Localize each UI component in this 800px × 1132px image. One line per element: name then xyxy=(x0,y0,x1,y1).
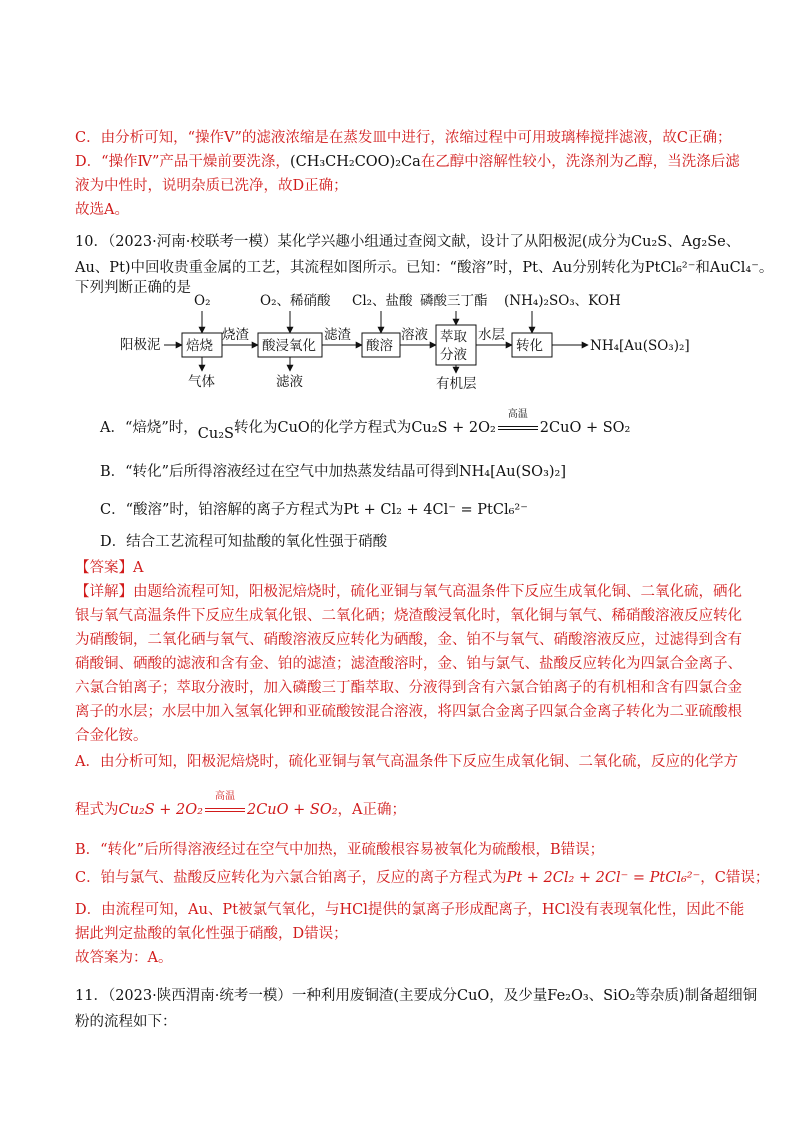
explain-a-line-1: A．由分析可知，阳极泥焙烧时，硫化亚铜与氧气高温条件下反应生成氧化铜、二氧化硫，反应的化学方 xyxy=(75,754,738,770)
box-acid-leach-label: 酸浸氧化 xyxy=(262,338,316,354)
answer-label: 【答案】A xyxy=(75,560,144,576)
detail-line-5: 六氯合铂离子；萃取分液时，加入磷酸三丁酯萃取、分液得到含有六氯合铂离子的有机相和含有四氯合金 xyxy=(75,680,742,696)
explain-d-line-2: 据此判定盐酸的氧化性强于硝酸，D错误； xyxy=(75,926,348,942)
explain-b: B．“转化”后所得溶液经过在空气中加热，亚硫酸根容易被氧化为硫酸根，B错误； xyxy=(75,842,605,858)
option-d[interactable]: D．结合工艺流程可知盐酸的氧化性强于硝酸 xyxy=(100,534,388,550)
explain-d-line-1: D．由流程可知，Au、Pt被氯气氧化，与HCl提供的氯离子形成配离子，HCl没有表现氧化性，因此不能 xyxy=(75,902,745,918)
option-d-explanation-line2: 液为中性时，说明杂质已洗净，故D正确； xyxy=(75,178,348,194)
detail-line-1: 【详解】由题给流程可知，阳极泥焙烧时，硫化亚铜与氧气高温条件下反应生成氧化铜、二氧化硫，硒化 xyxy=(75,584,742,600)
flow-start-label: 阳极泥 xyxy=(120,337,161,353)
question-11-stem-2: 粉的流程如下： xyxy=(75,1014,177,1030)
box-extraction-label-1: 萃取 xyxy=(440,329,467,345)
box-acid-dissolve-label: 酸溶 xyxy=(366,338,393,354)
explain-a-line-2: 程式为Cu₂S + 2O₂ 高温 2CuO + SO₂，A正确； xyxy=(75,791,407,818)
formula: (CH₃CH₂COO)₂Ca xyxy=(289,154,421,170)
input-label-2: O₂、稀硝酸 xyxy=(260,293,331,309)
input-label-3: Cl₂、盐酸 xyxy=(352,293,413,309)
option-a[interactable]: A．“焙烧”时，Cu₂S转化为CuO的化学方程式为Cu₂S + 2O₂ 高温 2CuO + SO₂ xyxy=(100,409,631,442)
box-extraction-label-2: 分液 xyxy=(440,347,467,363)
stream-label-4: 水层 xyxy=(478,327,505,343)
flow-product-label: NH₄[Au(SO₃)₂] xyxy=(590,338,690,354)
question-10-stem-1: 10．（2023·河南·校联考一模）某化学兴趣小组通过查阅文献，设计了从阳极泥(成分为Cu₂S、Ag₂Se、 xyxy=(75,234,741,250)
detail-line-3: 为硝酸铜，二氧化硒与氧气、硝酸溶液反应转化为硒酸，金、铂不与氧气、硝酸溶液反应，过滤得到含有 xyxy=(75,632,742,648)
stream-label-1: 烧渣 xyxy=(222,327,249,343)
output-label-3: 有机层 xyxy=(436,376,477,392)
option-b[interactable]: B．“转化”后所得溶液经过在空气中加热蒸发结晶可得到NH₄[Au(SO₃)₂] xyxy=(100,464,567,480)
question-10-stem-3: 下列判断正确的是 xyxy=(75,280,191,296)
box-conversion-label: 转化 xyxy=(516,338,543,354)
option-c-explanation: C．由分析可知，“操作Ⅴ”的滤液浓缩是在蒸发皿中进行，浓缩过程中可用玻璃棒搅拌滤液，故C正确； xyxy=(75,130,732,146)
conclusion: 故选A。 xyxy=(75,202,129,218)
input-label-1: O₂ xyxy=(194,293,211,309)
detail-line-2: 银与氧气高温条件下反应生成氧化银、二氧化硒；烧渣酸浸氧化时，氧化铜与氧气、稀硝酸溶液反应转化 xyxy=(75,608,742,624)
stream-label-2: 滤渣 xyxy=(324,327,351,343)
detail-line-4: 硝酸铜、硒酸的滤液和含有金、铂的滤渣；滤渣酸溶时，金、铂与氯气、盐酸反应转化为四氯合金离子、 xyxy=(75,656,742,672)
option-d-explanation-line1: D．“操作Ⅳ”产品干燥前要洗涤，(CH₃CH₂COO)₂Ca在乙醇中溶解性较小，洗涤剂为乙醇，当洗涤后滤 xyxy=(75,154,740,170)
output-label-1: 气体 xyxy=(188,374,215,390)
detail-line-7: 合金化铵。 xyxy=(75,728,148,744)
process-flow-diagram xyxy=(118,293,718,393)
detail-line-6: 离子的水层；水层中加入氢氧化钾和亚硫酸铵混合溶液，将四氯合金离子四氯合金离子转化为二亚硫酸根 xyxy=(75,704,742,720)
final-answer: 故答案为：A。 xyxy=(75,950,173,966)
output-label-2: 滤液 xyxy=(276,374,303,390)
question-11-stem-1: 11．（2023·陕西渭南·统考一模）一种利用废铜渣(主要成分CuO，及少量Fe₂O₃、SiO₂等杂质)制备超细铜 xyxy=(75,988,758,1004)
question-10-stem-2: Au、Pt)中回收贵重金属的工艺，其流程如图所示。已知：“酸溶”时，Pt、Au分别转化为PtCl₆²⁻和AuCl₄⁻。 xyxy=(75,260,774,276)
input-label-5: (NH₄)₂SO₃、KOH xyxy=(504,293,621,309)
stream-label-3: 溶液 xyxy=(401,327,428,343)
explain-c: C．铂与氯气、盐酸反应转化为六氯合铂离子，反应的离子方程式为Pt + 2Cl₂ + 2Cl⁻ = PtCl₆²⁻，C错误； xyxy=(75,870,770,886)
input-label-4: 磷酸三丁酯 xyxy=(420,293,488,309)
option-c[interactable]: C．“酸溶”时，铂溶解的离子方程式为Pt + Cl₂ + 4Cl⁻ = PtCl₆²⁻ xyxy=(100,502,528,518)
box-roasting-label: 焙烧 xyxy=(186,338,213,354)
